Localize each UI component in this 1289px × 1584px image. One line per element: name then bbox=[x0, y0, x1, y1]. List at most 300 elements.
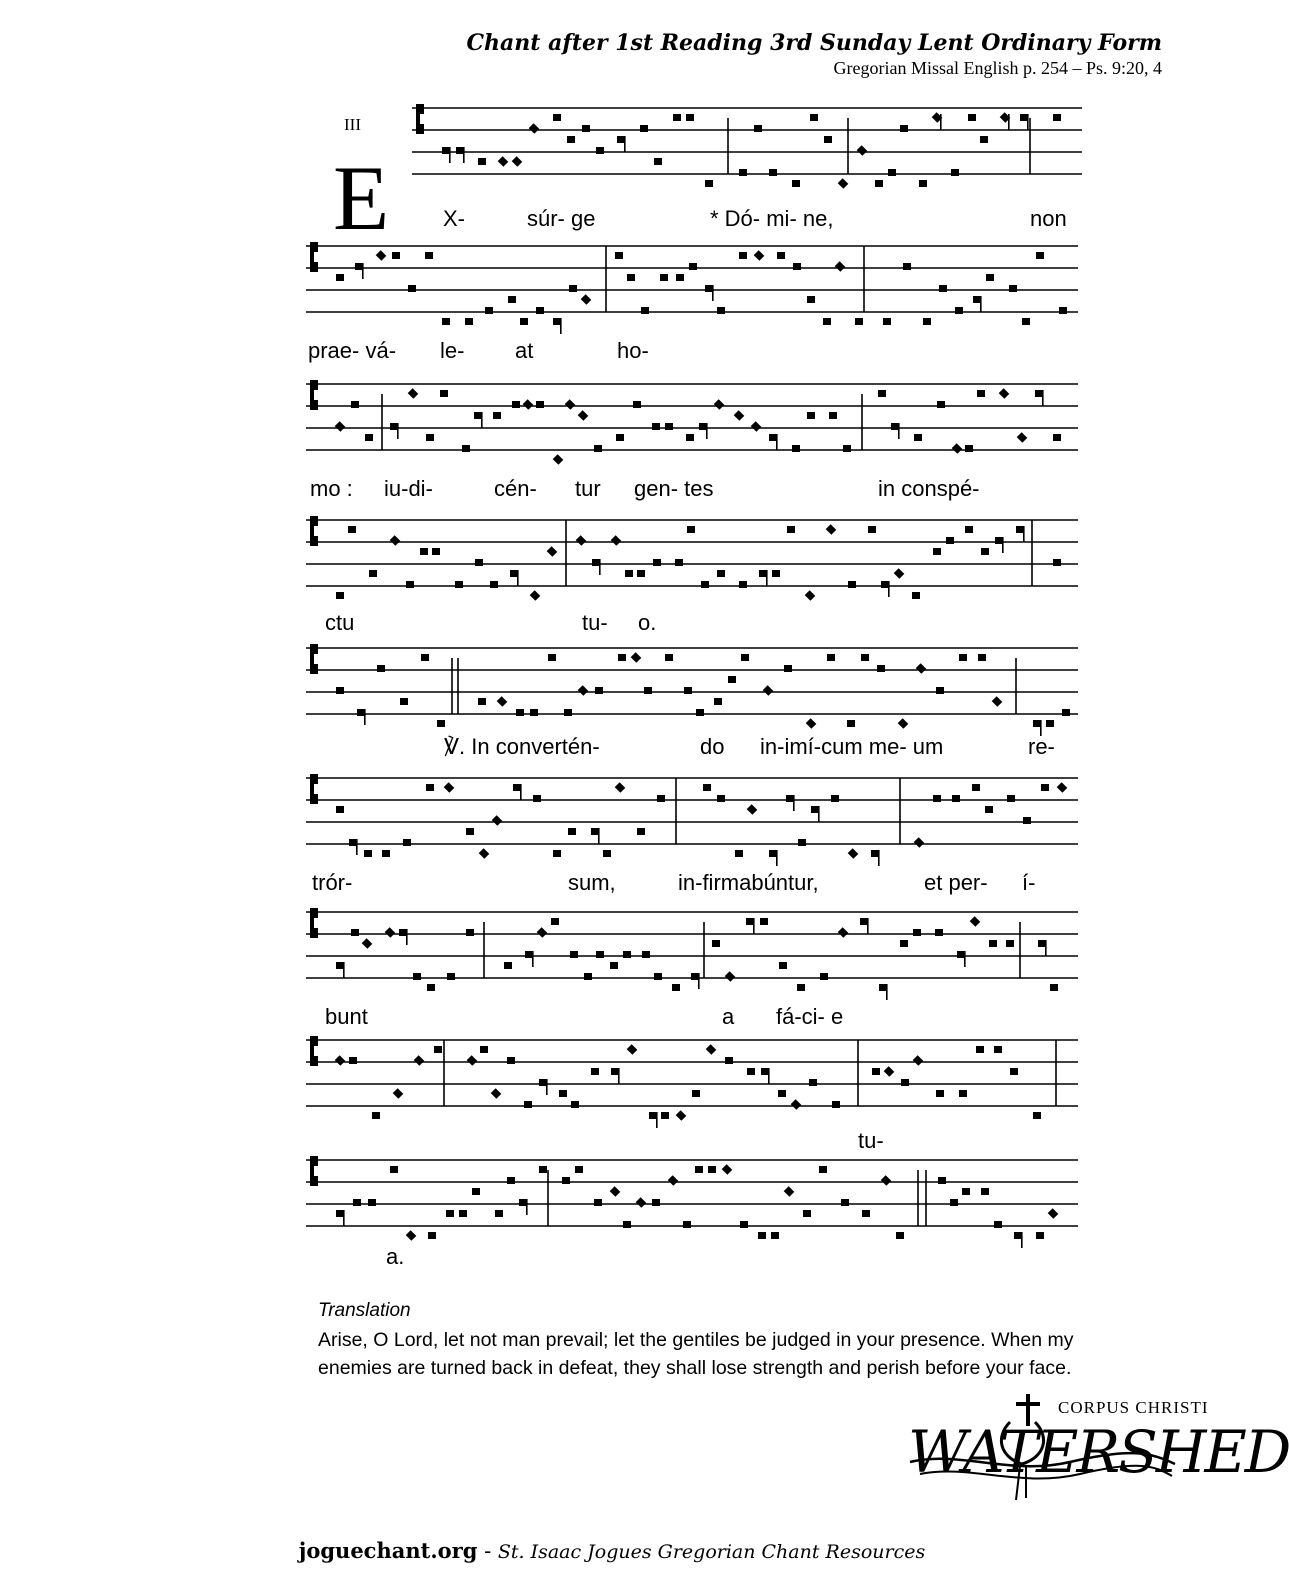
neume bbox=[495, 1210, 503, 1217]
neume bbox=[455, 581, 463, 588]
neume bbox=[336, 962, 344, 969]
neume bbox=[562, 1177, 570, 1184]
neume bbox=[492, 815, 503, 826]
neume bbox=[603, 850, 611, 857]
neume bbox=[968, 114, 976, 121]
neume bbox=[576, 535, 587, 546]
neume bbox=[627, 274, 635, 281]
lyric-syllable: * Dó- mi- ne, bbox=[710, 206, 834, 231]
neume bbox=[364, 850, 372, 857]
neume bbox=[957, 951, 965, 958]
neume bbox=[490, 581, 498, 588]
neume-stem bbox=[343, 962, 345, 978]
neume bbox=[524, 1101, 532, 1108]
neume bbox=[935, 929, 943, 936]
lyric-syllable: in-firmabúntur, bbox=[678, 870, 819, 895]
neume bbox=[701, 581, 709, 588]
neume bbox=[999, 388, 1010, 399]
neume bbox=[691, 973, 699, 980]
neume bbox=[390, 1166, 398, 1173]
neume bbox=[427, 984, 435, 991]
lyric-syllable: in-imí-cum me- um bbox=[760, 734, 944, 759]
lyric-syllable: do bbox=[700, 734, 725, 759]
neume bbox=[335, 1055, 346, 1066]
neume bbox=[936, 1090, 944, 1097]
neume bbox=[406, 1230, 417, 1241]
neume bbox=[1036, 1232, 1044, 1239]
neume bbox=[548, 654, 556, 661]
neume bbox=[760, 918, 768, 925]
neume bbox=[888, 169, 896, 176]
neume bbox=[938, 1177, 946, 1184]
neume bbox=[421, 654, 429, 661]
neume-stem bbox=[888, 581, 890, 597]
neume bbox=[652, 1199, 660, 1206]
neume bbox=[362, 938, 373, 949]
neume bbox=[637, 570, 645, 577]
neume bbox=[784, 665, 792, 672]
neume bbox=[519, 1199, 527, 1206]
neume-stem bbox=[517, 570, 519, 586]
neume bbox=[336, 687, 344, 694]
neume bbox=[901, 1079, 909, 1086]
footer-site[interactable]: joguechant.org bbox=[298, 1538, 478, 1563]
lyric-syllable: le- bbox=[440, 338, 465, 363]
mode-label: III bbox=[344, 115, 361, 134]
lyric-syllable: sum, bbox=[568, 870, 616, 895]
neume bbox=[751, 421, 762, 432]
neume bbox=[474, 412, 482, 419]
neume bbox=[747, 804, 758, 815]
lyric-syllable: bunt bbox=[325, 1004, 368, 1029]
neume bbox=[903, 263, 911, 270]
neume bbox=[951, 169, 959, 176]
neume bbox=[754, 250, 765, 261]
neume bbox=[406, 581, 414, 588]
neume bbox=[382, 850, 390, 857]
neume bbox=[875, 180, 883, 187]
neume bbox=[824, 136, 832, 143]
neume bbox=[810, 114, 818, 121]
neume-stem bbox=[878, 850, 880, 866]
neume bbox=[676, 274, 684, 281]
neume bbox=[826, 524, 837, 535]
neume bbox=[786, 795, 794, 802]
neume bbox=[758, 1232, 766, 1239]
neume-stem bbox=[753, 918, 755, 934]
neume-stem bbox=[980, 296, 982, 312]
neume bbox=[336, 806, 344, 813]
neume bbox=[536, 307, 544, 314]
neume bbox=[684, 687, 692, 694]
neume bbox=[507, 1177, 515, 1184]
neume bbox=[660, 274, 668, 281]
lyric-syllable: tu- bbox=[582, 610, 608, 635]
neume-stem bbox=[364, 709, 366, 725]
neume bbox=[508, 296, 516, 303]
neume bbox=[633, 401, 641, 408]
neume bbox=[973, 296, 981, 303]
neume bbox=[1022, 318, 1030, 325]
lyric-syllable: X- bbox=[443, 206, 465, 231]
neume bbox=[714, 399, 725, 410]
neume-stem bbox=[793, 795, 795, 811]
neume bbox=[584, 973, 592, 980]
neume bbox=[1016, 526, 1024, 533]
neume bbox=[759, 570, 767, 577]
neume bbox=[1010, 1068, 1018, 1075]
neume bbox=[596, 147, 604, 154]
neume bbox=[1006, 940, 1014, 947]
neume bbox=[403, 839, 411, 846]
neume bbox=[657, 795, 665, 802]
neume bbox=[740, 1221, 748, 1228]
neume bbox=[539, 1079, 547, 1086]
neume bbox=[596, 951, 604, 958]
neume bbox=[355, 263, 363, 270]
neume bbox=[807, 296, 815, 303]
neume bbox=[446, 1210, 454, 1217]
neume bbox=[777, 252, 785, 259]
clef bbox=[310, 774, 318, 804]
neume-stem bbox=[526, 1199, 528, 1215]
neume-stem bbox=[624, 136, 626, 152]
neume bbox=[553, 114, 561, 121]
neume bbox=[444, 782, 455, 793]
neume bbox=[972, 784, 980, 791]
neume bbox=[653, 559, 661, 566]
neume bbox=[437, 720, 445, 727]
neume bbox=[936, 687, 944, 694]
neume bbox=[838, 927, 849, 938]
neume bbox=[426, 434, 434, 441]
neume bbox=[485, 307, 493, 314]
initial-letter: E bbox=[333, 147, 390, 249]
neume-stem bbox=[898, 423, 900, 439]
neume bbox=[761, 1068, 769, 1075]
footer bbox=[0, 1538, 1224, 1563]
neume bbox=[763, 685, 774, 696]
neume bbox=[871, 850, 879, 857]
neume bbox=[336, 592, 344, 599]
staff-lines bbox=[306, 108, 1082, 1226]
neume bbox=[408, 285, 416, 292]
neume bbox=[498, 156, 509, 167]
neume bbox=[978, 654, 986, 661]
neume-stem bbox=[776, 434, 778, 450]
neume bbox=[841, 1199, 849, 1206]
lyric-syllable: cén- bbox=[494, 476, 537, 501]
neume bbox=[896, 1232, 904, 1239]
neume bbox=[390, 535, 401, 546]
neume bbox=[493, 412, 501, 419]
neume bbox=[689, 263, 697, 270]
neume bbox=[565, 399, 576, 410]
neume bbox=[426, 784, 434, 791]
neume bbox=[625, 570, 633, 577]
neume bbox=[615, 782, 626, 793]
neume bbox=[992, 696, 1003, 707]
lyric-syllable: tur bbox=[575, 476, 601, 501]
neume bbox=[480, 1046, 488, 1053]
logo-top-text: CORPUS CHRISTI bbox=[1058, 1398, 1209, 1417]
neume bbox=[868, 526, 876, 533]
neume bbox=[819, 1166, 827, 1173]
neume bbox=[1033, 720, 1041, 727]
neume bbox=[843, 445, 851, 452]
neume bbox=[665, 423, 673, 430]
neume bbox=[525, 951, 533, 958]
clef bbox=[310, 242, 318, 272]
neume bbox=[530, 709, 538, 716]
neume bbox=[747, 1068, 755, 1075]
neume bbox=[946, 537, 954, 544]
neume bbox=[779, 962, 787, 969]
neume-stem bbox=[818, 806, 820, 822]
neume bbox=[735, 850, 743, 857]
neume bbox=[414, 1055, 425, 1066]
neume-stem bbox=[532, 951, 534, 967]
lyric-syllable: at bbox=[515, 338, 534, 363]
neume bbox=[478, 158, 486, 165]
neume bbox=[553, 454, 564, 465]
neume bbox=[937, 401, 945, 408]
neume bbox=[809, 1079, 817, 1086]
neume bbox=[440, 390, 448, 397]
neume bbox=[575, 1166, 583, 1173]
neume bbox=[784, 1186, 795, 1197]
neume bbox=[547, 546, 558, 557]
neume bbox=[699, 423, 707, 430]
neume bbox=[848, 581, 856, 588]
clef bbox=[310, 380, 318, 410]
clef bbox=[310, 516, 318, 546]
neume bbox=[393, 1088, 404, 1099]
neume bbox=[507, 1057, 515, 1064]
neume bbox=[791, 1099, 802, 1110]
neume bbox=[900, 125, 908, 132]
neume bbox=[673, 114, 681, 121]
neume bbox=[705, 285, 713, 292]
lyric-syllable: in conspé- bbox=[878, 476, 980, 501]
neume bbox=[952, 443, 963, 454]
neume bbox=[965, 526, 973, 533]
neume bbox=[665, 654, 673, 661]
neume bbox=[465, 318, 473, 325]
neume-stem bbox=[356, 839, 358, 855]
neume bbox=[861, 654, 869, 661]
neume bbox=[349, 1057, 357, 1064]
neume bbox=[686, 434, 694, 441]
neume bbox=[739, 169, 747, 176]
neume-stem bbox=[1021, 1232, 1023, 1248]
neume bbox=[717, 570, 725, 577]
neume bbox=[1053, 114, 1061, 121]
neume bbox=[705, 180, 713, 187]
neume bbox=[569, 285, 577, 292]
neume bbox=[654, 973, 662, 980]
neume bbox=[803, 1210, 811, 1217]
neume bbox=[568, 828, 576, 835]
neume-stem bbox=[712, 285, 714, 301]
neume bbox=[377, 665, 385, 672]
neume bbox=[914, 434, 922, 441]
neume-stem bbox=[768, 1068, 770, 1084]
translation-heading: Translation bbox=[318, 1300, 411, 1321]
neume bbox=[771, 1232, 779, 1239]
neume bbox=[592, 559, 600, 566]
neume bbox=[510, 570, 518, 577]
lyric-syllable: iu-di- bbox=[384, 476, 433, 501]
neume bbox=[442, 147, 450, 154]
neume bbox=[769, 434, 777, 441]
neume bbox=[695, 1166, 703, 1173]
neume bbox=[798, 839, 806, 846]
lyric-syllable: súr- ge bbox=[527, 206, 596, 231]
lyric-syllable: í- bbox=[1022, 870, 1036, 895]
neume-stem bbox=[656, 1112, 658, 1128]
neume bbox=[351, 929, 359, 936]
neume bbox=[959, 654, 967, 661]
neume-stem bbox=[618, 1068, 620, 1084]
neume bbox=[857, 145, 868, 156]
neume bbox=[1059, 307, 1067, 314]
lyric-syllable: trór- bbox=[312, 870, 353, 895]
neume bbox=[977, 390, 985, 397]
neume bbox=[652, 423, 660, 430]
neume bbox=[823, 318, 831, 325]
neume bbox=[1062, 709, 1070, 716]
neume bbox=[919, 180, 927, 187]
neume bbox=[1041, 784, 1049, 791]
neume bbox=[591, 828, 599, 835]
neume bbox=[582, 125, 590, 132]
neume bbox=[466, 828, 474, 835]
neume bbox=[553, 318, 561, 325]
neume bbox=[399, 929, 407, 936]
neume-stem bbox=[1008, 114, 1010, 130]
neume bbox=[365, 434, 373, 441]
neume bbox=[832, 1101, 840, 1108]
neume bbox=[835, 261, 846, 272]
neume bbox=[385, 927, 396, 938]
neume-stem bbox=[867, 918, 869, 934]
neume bbox=[787, 526, 795, 533]
neume bbox=[980, 136, 988, 143]
neume bbox=[475, 559, 483, 566]
neume bbox=[1038, 940, 1046, 947]
neume bbox=[898, 718, 909, 729]
neume bbox=[1017, 432, 1028, 443]
neume bbox=[1014, 1232, 1022, 1239]
neume bbox=[872, 1068, 880, 1075]
lyric-syllable: fá-ci- e bbox=[776, 1004, 844, 1029]
neume bbox=[513, 784, 521, 791]
neume bbox=[703, 784, 711, 791]
neume bbox=[428, 1232, 436, 1239]
neume bbox=[611, 535, 622, 546]
neume bbox=[523, 399, 534, 410]
neume bbox=[467, 1055, 478, 1066]
neume bbox=[668, 1175, 679, 1186]
neume-stem bbox=[1045, 940, 1047, 956]
neume bbox=[923, 318, 931, 325]
neume-stem bbox=[766, 570, 768, 586]
neume bbox=[335, 421, 346, 432]
neume bbox=[434, 1046, 442, 1053]
neume bbox=[717, 795, 725, 802]
neume-stem bbox=[964, 951, 966, 967]
neume bbox=[706, 1044, 717, 1055]
lyric-syllable: prae- vá- bbox=[308, 338, 397, 363]
neume bbox=[811, 806, 819, 813]
neume bbox=[425, 252, 433, 259]
neume-stem bbox=[1042, 390, 1044, 406]
header-source: Gregorian Missal English p. 254 – Ps. 9:20, 4 bbox=[833, 58, 1162, 78]
neume bbox=[631, 652, 642, 663]
neume bbox=[741, 654, 749, 661]
neume bbox=[807, 412, 815, 419]
neume bbox=[571, 1101, 579, 1108]
neume bbox=[717, 307, 725, 314]
neume bbox=[769, 850, 777, 857]
neume bbox=[636, 1197, 647, 1208]
neume bbox=[683, 1221, 691, 1228]
neume bbox=[567, 136, 575, 143]
neume bbox=[914, 837, 925, 848]
neume bbox=[792, 180, 800, 187]
neume bbox=[456, 147, 464, 154]
neume bbox=[793, 263, 801, 270]
neume bbox=[1053, 434, 1061, 441]
neume bbox=[939, 285, 947, 292]
neume bbox=[497, 696, 508, 707]
neumes bbox=[310, 104, 1070, 1248]
footer-separator: - bbox=[477, 1539, 498, 1563]
neume bbox=[353, 1199, 361, 1206]
neume bbox=[644, 687, 652, 694]
neume bbox=[642, 951, 650, 958]
neume bbox=[962, 1188, 970, 1195]
neume bbox=[520, 318, 528, 325]
neume bbox=[696, 709, 704, 716]
translation-text: Arise, O Lord, let not man prevail; let the gentiles be judged in your presence. When my enemies are turned back in defeat, they shall lose strength and perish before your face. bbox=[318, 1329, 1074, 1379]
neume bbox=[368, 1199, 376, 1206]
neume bbox=[610, 962, 618, 969]
lyric-syllable: tu- bbox=[858, 1128, 884, 1153]
neume bbox=[805, 590, 816, 601]
neume bbox=[553, 850, 561, 857]
neume bbox=[559, 1090, 567, 1097]
neume bbox=[1020, 114, 1028, 121]
neume bbox=[1009, 285, 1017, 292]
neume bbox=[860, 918, 868, 925]
neume bbox=[894, 568, 905, 579]
neume bbox=[772, 570, 780, 577]
neume bbox=[797, 984, 805, 991]
neume bbox=[641, 307, 649, 314]
neume bbox=[616, 434, 624, 441]
neume bbox=[478, 698, 486, 705]
neume bbox=[1033, 1112, 1041, 1119]
neume bbox=[676, 1110, 687, 1121]
neume bbox=[357, 709, 365, 716]
lyric-syllable: gen- tes bbox=[634, 476, 714, 501]
neume bbox=[413, 973, 421, 980]
neume bbox=[533, 795, 541, 802]
clef bbox=[310, 1036, 318, 1066]
neume-stem bbox=[776, 850, 778, 866]
